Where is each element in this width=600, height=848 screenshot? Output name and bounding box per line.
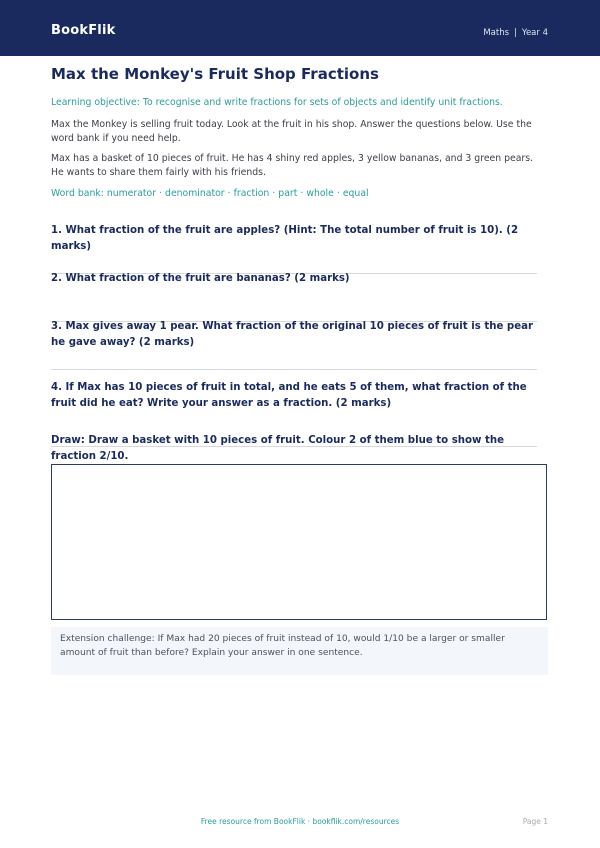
page-title: Max the Monkey's Fruit Shop Fractions	[51, 65, 379, 83]
word-bank-word: denominator	[165, 188, 225, 199]
question-4: 4. If Max has 10 pieces of fruit in total, and he eats 5 of them, what fraction of the fruit did he eat? Write your answer as a fraction. (2 marks)	[51, 382, 527, 409]
word-bank-word: numerator	[106, 188, 157, 199]
draw-prompt: Draw: Draw a basket with 10 pieces of fruit. Colour 2 of them blue to show the fraction 2/10.	[51, 435, 505, 462]
page-number: Page 1	[522, 817, 548, 826]
question-2: 2. What fraction of the fruit are bananas? (2 marks)	[51, 273, 350, 284]
word-bank-word: part	[278, 188, 298, 199]
subject-label: Maths	[483, 28, 510, 38]
question-1: 1. What fraction of the fruit are apples? (Hint: The total number of fruit is 10). (2 marks)	[51, 225, 519, 252]
word-bank-word: whole	[306, 188, 334, 199]
intro-text: Max the Monkey is selling fruit today. Look at the fruit in his shop. Answer the questions below. Use the word bank if you need help.	[51, 119, 532, 144]
questions-area	[51, 0, 539, 848]
word-bank-label: Word bank:	[51, 188, 104, 199]
word-bank-word: equal	[342, 188, 369, 199]
brand-logo: BookFlik	[51, 23, 116, 38]
drawing-box[interactable]	[51, 464, 547, 620]
story-text: Max has a basket of 10 pieces of fruit. He has 4 shiny red apples, 3 yellow bananas, and 3 green pears. He wants to share them fairly with his friends.	[51, 153, 534, 178]
word-bank: Word bank: numerator · denominator · fraction · part · whole · equal	[51, 188, 369, 199]
meta-separator: |	[514, 28, 517, 38]
learning-objective: Learning objective: To recognise and write fractions for sets of objects and identify unit fractions.	[51, 97, 503, 108]
year-label: Year 4	[521, 28, 548, 38]
word-bank-word: fraction	[233, 188, 270, 199]
extension-challenge: Extension challenge: If Max had 20 pieces of fruit instead of 10, would 1/10 be a larger or smaller amount of fruit than before? Explain your answer in one sentence.	[51, 627, 548, 675]
question-3: 3. Max gives away 1 pear. What fraction of the original 10 pieces of fruit is the pear he gave away? (2 marks)	[51, 321, 533, 348]
footer-credit: Free resource from BookFlik · bookflik.com/resources	[200, 817, 400, 826]
answer-line-3[interactable]	[51, 369, 537, 370]
